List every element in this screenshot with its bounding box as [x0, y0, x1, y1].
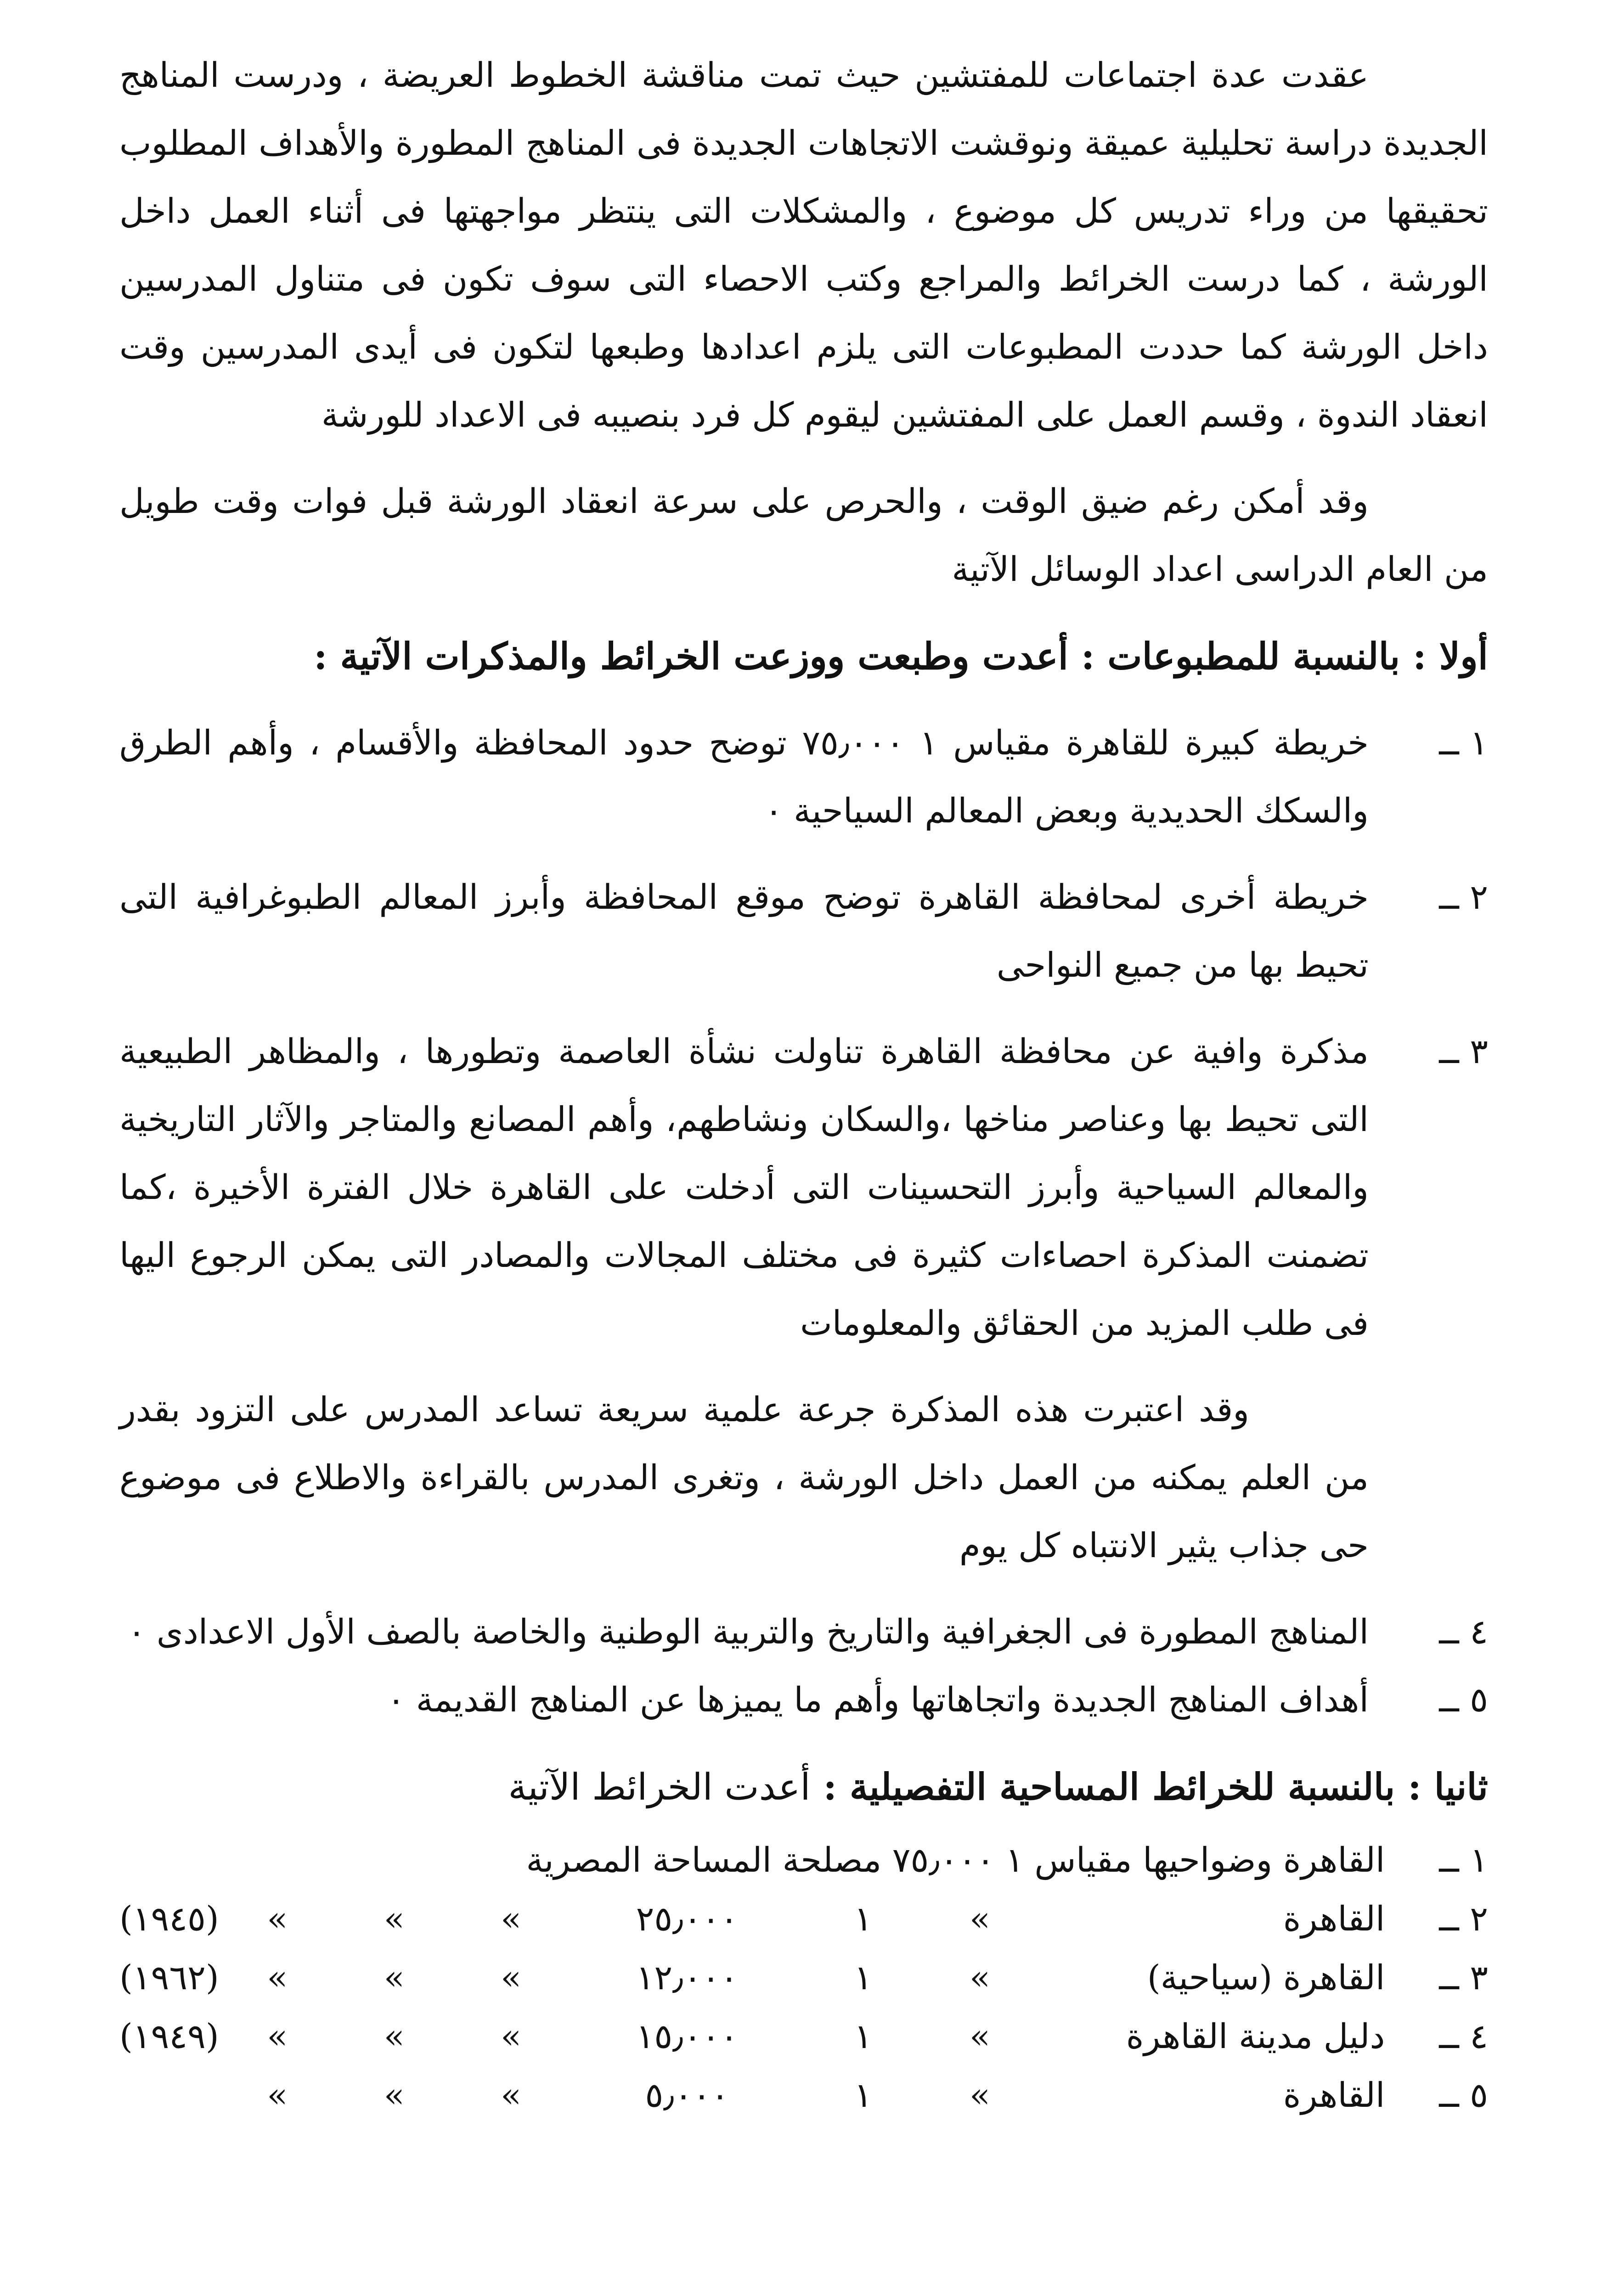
ditto-mark: »	[384, 2017, 405, 2056]
ditto-mark: »	[267, 1958, 288, 1998]
map-number: ٢ ــ	[1439, 1899, 1488, 1939]
ditto-mark: »	[267, 2076, 288, 2115]
list-item	[119, 709, 1488, 845]
list-item-number: ٢ ــ	[1439, 878, 1488, 917]
ditto-mark: »	[384, 2076, 405, 2115]
scale-one: ١	[854, 1899, 873, 1939]
list-item-number: ٥ ــ	[1439, 1680, 1488, 1720]
map-number: ٤ ــ	[1439, 2017, 1488, 2056]
table-row	[119, 1948, 1488, 2007]
list-item	[119, 1666, 1488, 1734]
map-scale: ١٢٫٠٠٠	[636, 1958, 739, 1998]
intro-paragraph-1: عقدت عدة اجتماعات للمفتشين حيث تمت مناقشة الخطوط العريضة ، ودرست المناهج الجديدة دراسة تحليلية عميقة ونوقشت الاتجاهات الجديدة فى المناهج المطورة والأهداف المطلوب تحقيقها من وراء تدريس كل موضوع ، والمشكلات التى ينتظر مواجهتها فى أثناء العمل داخل الورشة ، كما درست الخرائط والمراجع وكتب الاحصاء التى سوف تكون فى متناول المدرسين داخل الورشة كما حددت المطبوعات التى يلزم اعدادها وطبعها لتكون فى أيدى المدرسين وقت انعقاد الندوة ، وقسم العمل على المفتشين ليقوم كل فرد بنصيبه فى الاعداد للورشة	[119, 56, 1488, 435]
map-scale: ٥٫٠٠٠	[645, 2076, 729, 2115]
map-number: ١ ــ	[1439, 1840, 1488, 1880]
list-item	[119, 1018, 1488, 1357]
ditto-mark: »	[969, 2017, 991, 2056]
document-page	[119, 41, 1488, 2296]
map-year: (١٩٦٢)	[119, 1958, 219, 1998]
ditto-mark: »	[384, 1958, 405, 1998]
ditto-mark: »	[969, 1899, 991, 1939]
map-number: ٣ ــ	[1439, 1958, 1488, 1998]
ditto-mark: »	[267, 2017, 288, 2056]
list-item-text: المناهج المطورة فى الجغرافية والتاريخ والتربية الوطنية والخاصة بالصف الأول الاعدادى ٠	[127, 1612, 1369, 1652]
section2-heading-tail: أعدت الخرائط الآتية	[508, 1766, 811, 1808]
map-scale: ٢٥٫٠٠٠	[636, 1899, 739, 1939]
list-item-text: أهداف المناهج الجديدة واتجاهاتها وأهم ما يميزها عن المناهج القديمة ٠	[387, 1680, 1369, 1720]
list-item	[119, 863, 1488, 999]
memo-note-paragraph: وقد اعتبرت هذه المذكرة جرعة علمية سريعة تساعد المدرس على التزود بقدر من العلم يمكنه من العمل داخل الورشة ، وتغرى المدرس بالقراءة والاطلاع فى موضوع حى جذاب يثير الانتباه كل يوم	[119, 1390, 1369, 1565]
intro-paragraph-2: وقد أمكن رغم ضيق الوقت ، والحرص على سرعة انعقاد الورشة قبل فوات وقت طويل من العام الدراسى اعداد الوسائل الآتية	[119, 482, 1488, 589]
map-name: دليل مدينة القاهرة	[1126, 2017, 1385, 2056]
list-item-number: ٤ ــ	[1439, 1612, 1488, 1652]
list-item-text: خريطة أخرى لمحافظة القاهرة توضح موقع المحافظة وأبرز المعالم الطبوغرافية التى تحيط بها من جميع النواحى	[119, 878, 1369, 985]
map-description: القاهرة وضواحيها مقياس ١ ٧٥٫٠٠٠ مصلحة المساحة المصرية	[526, 1840, 1385, 1880]
ditto-mark: »	[267, 1899, 288, 1939]
ditto-mark: »	[384, 1899, 405, 1939]
map-year	[119, 2066, 219, 2125]
list-item-text: خريطة كبيرة للقاهرة مقياس ١ ٧٥٫٠٠٠ توضح حدود المحافظة والأقسام ، وأهم الطرق والسكك الحديدية وبعض المعالم السياحية ٠	[119, 723, 1369, 831]
maps-table	[119, 1831, 1488, 2125]
map-name: القاهرة (سياحية)	[1147, 1958, 1385, 1998]
table-row	[119, 2007, 1488, 2066]
table-row	[119, 2066, 1488, 2125]
map-name: القاهرة	[1283, 2076, 1385, 2115]
ditto-mark: »	[501, 1958, 522, 1998]
scale-one: ١	[854, 1958, 873, 1998]
map-scale: ١٥٫٠٠٠	[636, 2017, 739, 2056]
ditto-mark: »	[501, 2076, 522, 2115]
ditto-mark: »	[969, 2076, 991, 2115]
list-item	[119, 1598, 1488, 1666]
list-item-number: ١ ــ	[1439, 723, 1488, 763]
map-name: القاهرة	[1283, 1899, 1385, 1939]
scale-one: ١	[854, 2017, 873, 2056]
map-year: (١٩٤٥)	[119, 1899, 219, 1939]
table-row	[119, 1831, 1488, 1890]
map-number: ٥ ــ	[1439, 2076, 1488, 2115]
list-item-text: مذكرة وافية عن محافظة القاهرة تناولت نشأة العاصمة وتطورها ، والمظاهر الطبيعية التى تحيط بها وعناصر مناخها ،والسكان ونشاطهم، وأهم المصانع والمتاجر والآثار التاريخية والمعالم السياحية وأبرز التحسينات التى أدخلت على القاهرة خلال الفترة الأخيرة ،كما تضمنت المذكرة احصاءات كثيرة فى مختلف المجالات والمصادر التى يمكن الرجوع اليها فى طلب المزيد من الحقائق والمعلومات	[119, 1032, 1369, 1343]
ditto-mark: »	[501, 1899, 522, 1939]
section2-heading-bold: ثانيا : بالنسبة للخرائط المساحية التفصيلية :	[823, 1765, 1488, 1808]
table-row	[119, 1890, 1488, 1948]
section2-heading	[119, 1752, 1488, 1822]
scale-one: ١	[854, 2076, 873, 2115]
section1-heading: أولا : بالنسبة للمطبوعات : أعدت وطبعت ووزعت الخرائط والمذكرات الآتية :	[314, 635, 1488, 678]
ditto-mark: »	[501, 2017, 522, 2056]
ditto-mark: »	[969, 1958, 991, 1998]
map-year: (١٩٤٩)	[119, 2017, 219, 2056]
list-item-number: ٣ ــ	[1439, 1032, 1488, 1071]
